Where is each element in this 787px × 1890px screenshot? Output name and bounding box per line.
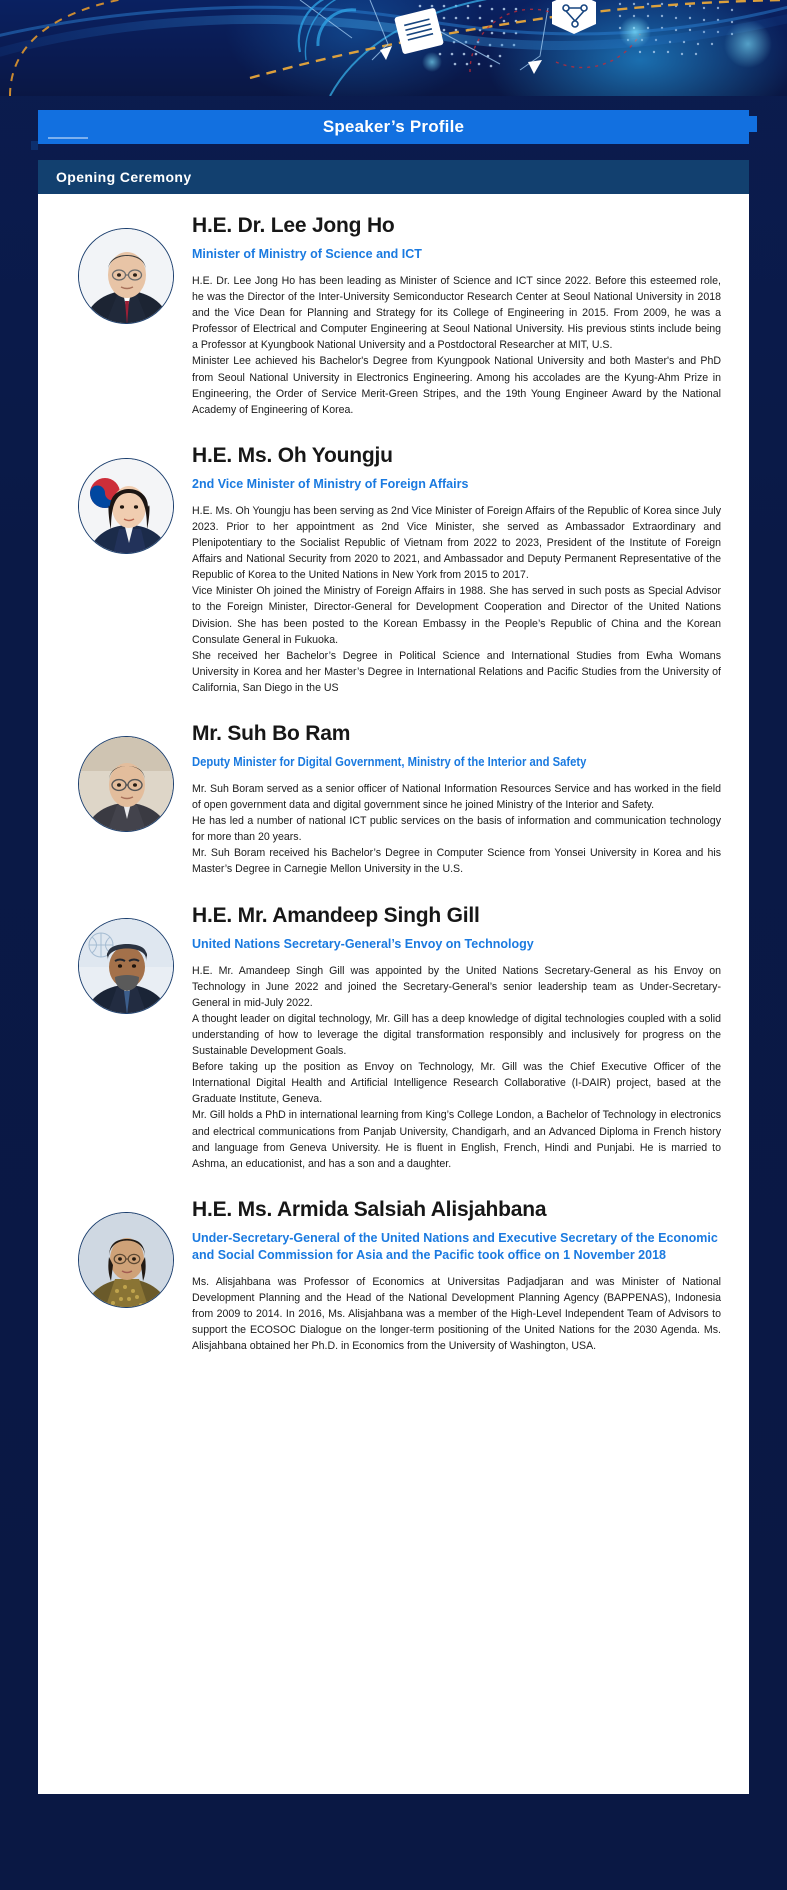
document-card-icon — [394, 7, 444, 54]
speaker-card — [60, 722, 725, 878]
speaker-info — [192, 214, 725, 418]
speaker-name: Mr. Suh Bo Ram — [192, 722, 351, 745]
title-corner-notch-left — [31, 141, 38, 150]
speaker-list-sheet — [38, 194, 749, 1794]
bio-paragraph: A thought leader on digital technology, Mr. Gill has a deep knowledge of digital technologies coupled with a solid understanding of how to leverage the digital transformation responsibly and inclusively for progress on the Sustainable Development Goals. — [192, 1012, 721, 1058]
avatar-column — [60, 214, 192, 324]
tech-banner-graphic — [0, 0, 787, 96]
speaker-card — [60, 904, 725, 1172]
speaker-name: H.E. Dr. Lee Jong Ho — [192, 214, 395, 237]
speaker-card — [60, 1198, 725, 1354]
bio-paragraph: Mr. Suh Boram received his Bachelor’s Degree in Computer Science from Yonsei University in Korea and his Master’s Degree in Carnegie Mellon University in the U.S. — [192, 847, 721, 876]
title-corner-notch-top — [749, 116, 757, 126]
speaker-info — [192, 444, 725, 696]
speaker-name: H.E. Ms. Oh Youngju — [192, 443, 393, 467]
bio-paragraph: H.E. Ms. Oh Youngju has been serving as 2nd Vice Minister of Foreign Affairs of the Republic of Korea since July 2023. Prior to her appointment as 2nd Vice Minister, she served as Ambassador Extraordinary and Plenipotentiary to the Socialist Republic of Vietnam from 2022 to 2023, President of the Institute of Foreign Affairs and National Security from 2020 to 2021, and Ambassador and Deputy Permanent Representative of the Republic of Korea to the United Nations in New York from 2015 to 2017. — [192, 504, 721, 582]
speaker-title: United Nations Secretary-General’s Envoy on Technology — [192, 936, 534, 951]
speaker-bio — [192, 963, 721, 1172]
avatar-column — [60, 904, 192, 1014]
speaker-card — [60, 444, 725, 696]
speaker-bio — [192, 503, 721, 696]
portrait-lee-jong-ho — [78, 228, 174, 324]
speaker-title: Deputy Minister for Digital Government, Ministry of the Interior and Safety — [192, 755, 587, 770]
speaker-bio — [192, 1274, 721, 1354]
speaker-name: H.E. Mr. Amandeep Singh Gill — [192, 903, 480, 927]
speaker-title: Under-Secretary-General of the United Nations and Executive Secretary of the Economic and Social Commission for Asia and the Pacific took office on 1 November 2018 — [192, 1230, 718, 1262]
bio-paragraph: He has led a number of national ICT public services on the basis of information and communication technology for more than 20 years. — [192, 815, 721, 844]
speaker-info — [192, 904, 725, 1172]
title-corner-notch-right — [743, 126, 757, 132]
avatar-column — [60, 722, 192, 832]
speaker-info — [192, 1198, 725, 1354]
network-hex-icon — [552, 0, 596, 34]
page-title: Speaker’s Profile — [322, 117, 465, 136]
banner-illustration — [0, 0, 787, 96]
speaker-bio — [192, 273, 721, 418]
page-title-bar — [38, 110, 749, 144]
title-accent-line — [48, 137, 88, 139]
bio-paragraph: Before taking up the position as Envoy on Technology, Mr. Gill was the Chief Executive Officer of the International Digital Health and Artificial Intelligence Research Collaborative (I-DAIR) project, based at the Graduate Institute, Geneva. — [192, 1061, 721, 1106]
portrait-armida-salsiah-alisjahbana — [78, 1212, 174, 1308]
speaker-title: 2nd Vice Minister of Ministry of Foreign Affairs — [192, 477, 469, 491]
bio-paragraph: Minister Lee achieved his Bachelor's Degree from Kyungpook National University and both Master's and PhD from Seoul National University in Electronics Engineering. Among his accolades are the Kyung-Ahm Prize in Engineering, the Order of Service Merit-Green Stripes, and the 19th Young Engineer Award by the National Academy of Engineering of Korea. — [192, 355, 721, 416]
page-title-bar-wrapper — [38, 110, 749, 144]
section-band-label: Opening Ceremony — [56, 169, 192, 185]
bio-paragraph: Mr. Suh Boram served as a senior officer of National Information Resources Service and has worked in the field of open government data and digital government since he joined Ministry of the Interior and Safety. — [192, 783, 721, 812]
bio-paragraph: She received her Bachelor’s Degree in Political Science and International Studies from Ewha Womans University in Korea and her Master’s Degree in International Relations and Pacific Studies from the University of California, San Diego in the US — [192, 649, 721, 694]
bio-paragraph: H.E. Dr. Lee Jong Ho has been leading as Minister of Science and ICT since 2022. Before this esteemed role, he was the Director of the Inter-University Semiconductor Research Center at Seoul National University in 2018 and the Vice Dean for Planning and Strategy for its College of Engineering in 2015. From 2009, he was a Professor of Electrical and Computer Engineering at Seoul National University. His previous stints include being a Professor at Kyungbook National University and a Postdoctoral Researcher at MIT, U.S. — [192, 275, 721, 352]
bio-paragraph: H.E. Mr. Amandeep Singh Gill was appointed by the United Nations Secretary-General as his Envoy on Technology in June 2022 and joined the Secretary-General’s senior leadership team as Under-Secretary-General in mid-July 2022. — [192, 964, 721, 1009]
avatar-column — [60, 1198, 192, 1308]
speaker-info — [192, 722, 725, 878]
bio-paragraph: Vice Minister Oh joined the Ministry of Foreign Affairs in 1988. She has served in such posts as Special Advisor to the Foreign Minister, Director-General for Development Cooperation and Director of the United Nations Division. She has been posted to the Korean Embassy in the People’s Republic of China and the Korean Consulate General in Fukuoka. — [192, 585, 721, 646]
speaker-bio — [192, 781, 721, 878]
speaker-title: Minister of Ministry of Science and ICT — [192, 247, 422, 262]
speaker-card — [60, 214, 725, 418]
bio-paragraph: Mr. Gill holds a PhD in international learning from King’s College London, a Bachelor of Technology in electronics and electrical communications from Panjab University, Chandigarh, and an Advanced Diploma in French history and language from Geneva University. He is fluent in English, French, Hindi and Punjabi. He is married to Ashma, an educationist, and has a son and a daughter. — [192, 1109, 721, 1170]
speaker-name: H.E. Ms. Armida Salsiah Alisjahbana — [192, 1197, 547, 1221]
portrait-oh-youngju — [78, 458, 174, 554]
portrait-amandeep-singh-gill — [78, 918, 174, 1014]
avatar-column — [60, 444, 192, 554]
bio-paragraph: Ms. Alisjahbana was Professor of Economics at Universitas Padjadjaran and was Minister of National Development Planning and the Head of the National Development Planning Agency (BAPPENAS), Indonesia from 2009 to 2014. In 2016, Ms. Alisjahbana was a member of the High-Level Independent Team of Advisors to support the ECOSOC Dialogue on the longer-term positioning of the United Nations for the 2030 Agenda. Ms. Alisjahbana obtained her Ph.D. in Economics from the University of Washington, USA. — [192, 1275, 721, 1353]
section-band-opening-ceremony — [38, 160, 749, 194]
portrait-suh-bo-ram — [78, 736, 174, 832]
